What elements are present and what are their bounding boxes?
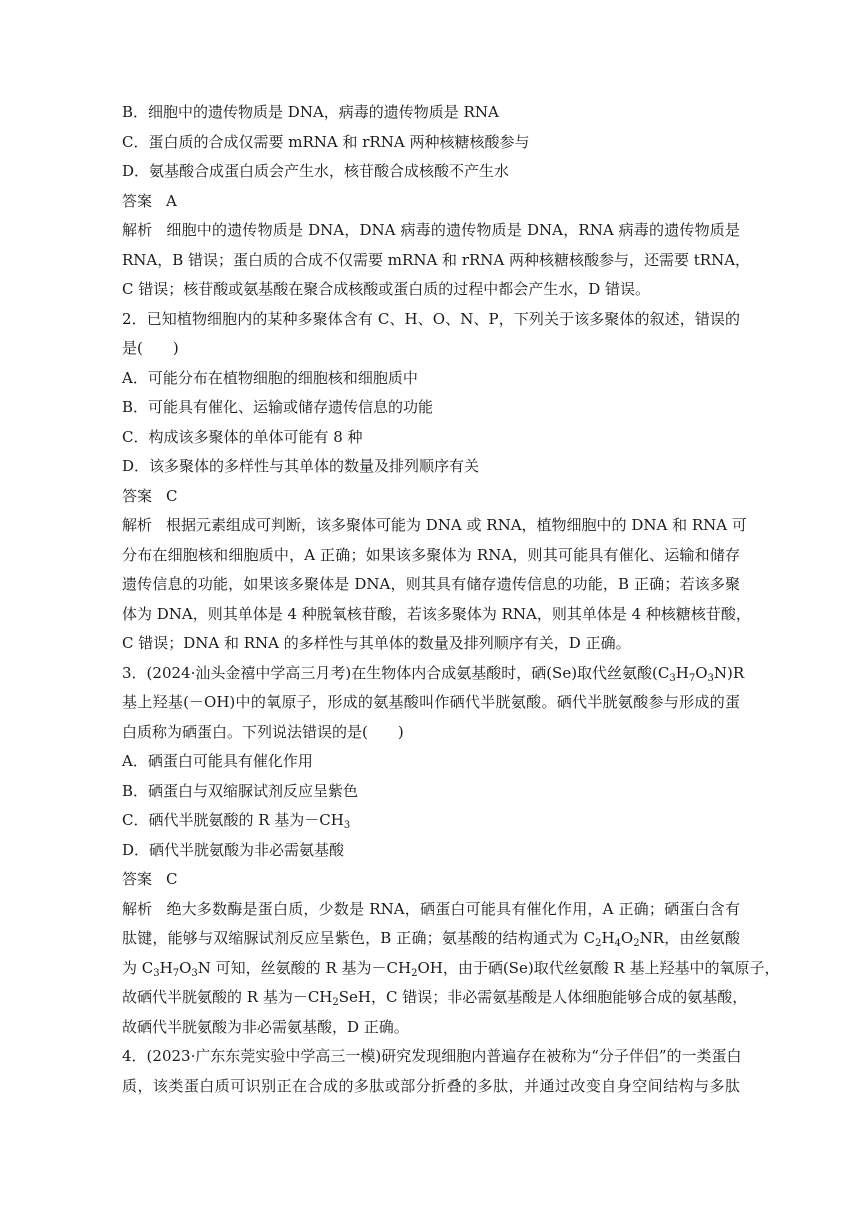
q2-stem: 2．已知植物细胞内的某种多聚体含有 C、H、O、N、P，下列关于该多聚体的叙述，错误的 bbox=[122, 309, 740, 328]
q2-option-a: A．可能分布在植物细胞的细胞核和细胞质中 bbox=[122, 368, 418, 387]
q3-analysis-line: 为 $C_3H_7O_3N$ 可知，丝氨酸的 R 基为$-CH_2OH$，由于硒(Se)取代丝氨酸 R 基上羟基中的氧原子， bbox=[122, 958, 780, 979]
q3-stem: 白质称为硒蛋白。下列说法错误的是( ) bbox=[122, 722, 404, 741]
answer-label: 答案 bbox=[122, 191, 153, 210]
q3-analysis-line: 故硒代半胱氨酸的 R 基为$-CH_2SeH$，C 错误；非必需氨基酸是人体细胞能够合成的氨基酸， bbox=[122, 988, 748, 1008]
q4-stem: 4．(2023·广东东莞实验中学高三一模)研究发现细胞内普遍存在被称为“分子伴侣”的一类蛋白 bbox=[122, 1047, 742, 1065]
document-body bbox=[122, 98, 780, 1101]
analysis-label: 解析 bbox=[122, 221, 153, 239]
answer-value: A bbox=[166, 191, 177, 210]
q3-option-c: C．硒代半胱氨酸的 R 基为$-CH_3$ bbox=[122, 811, 351, 831]
answer-label: 答案 bbox=[122, 870, 153, 888]
q3-option-d: D．硒代半胱氨酸为非必需氨基酸 bbox=[122, 840, 345, 859]
answer-label: 答案 bbox=[122, 486, 153, 505]
q2-option-c: C．构成该多聚体的单体可能有 8 种 bbox=[122, 427, 363, 446]
q3-option-a: A．硒蛋白可能具有催化作用 bbox=[122, 752, 313, 770]
q3-analysis-line: 解析 绝大多数酶是蛋白质，少数是 RNA，硒蛋白可能具有催化作用，A 正确；硒蛋白含有 bbox=[122, 899, 740, 918]
q3-analysis-line: 肽键，能够与双缩脲试剂反应呈紫色，B 正确；氨基酸的结构通式为 $C_2H_4O_2NR$，由丝氨酸 bbox=[122, 929, 741, 949]
q1-analysis-line: RNA，B 错误；蛋白质的合成不仅需要 mRNA 和 rRNA 两种核糖核酸参与，还需要 tRNA， bbox=[122, 250, 751, 269]
q2-analysis-line: 分布在细胞核和细胞质中，A 正确；如果该多聚体为 RNA，则其可能具有催化、运输和储存 bbox=[122, 545, 740, 564]
q2-option-b: B．可能具有催化、运输或储存遗传信息的功能 bbox=[122, 398, 434, 416]
q1-analysis-line: C 错误；核苷酸或氨基酸在聚合成核酸或蛋白质的过程中都会产生水，D 错误。 bbox=[122, 280, 651, 298]
answer-value: C bbox=[166, 870, 178, 888]
q1-option-b: B．细胞中的遗传物质是 DNA，病毒的遗传物质是 RNA bbox=[122, 103, 499, 121]
q1-analysis-line: 解析 细胞中的遗传物质是 DNA，DNA 病毒的遗传物质是 DNA，RNA 病毒的遗传物质是 bbox=[122, 221, 740, 239]
q2-analysis-line: 解析 根据元素组成可判断，该多聚体可能为 DNA 或 RNA，植物细胞中的 DNA 和 RNA 可 bbox=[122, 516, 747, 534]
q3-analysis-line: 故硒代半胱氨酸为非必需氨基酸，D 正确。 bbox=[122, 1017, 409, 1036]
q2-analysis-line: 遗传信息的功能，如果该多聚体是 DNA，则其具有储存遗传信息的功能，B 正确；若该多聚 bbox=[122, 575, 740, 593]
q2-stem: 是( ) bbox=[122, 339, 179, 357]
q1-answer bbox=[122, 187, 740, 217]
answer-value: C bbox=[166, 486, 178, 505]
q2-answer bbox=[122, 482, 740, 512]
analysis-label: 解析 bbox=[122, 516, 153, 534]
q3-stem: 3．(2024·汕头金禧中学高三月考)在生物体内合成氨基酸时，硒(Se)取代丝氨酸$(C_3H_7O_3N)R$ bbox=[122, 663, 745, 684]
q1-option-c: C．蛋白质的合成仅需要 mRNA 和 rRNA 两种核糖核酸参与 bbox=[122, 132, 530, 151]
q3-option-b: B．硒蛋白与双缩脲试剂反应呈紫色 bbox=[122, 781, 359, 800]
q2-option-d: D．该多聚体的多样性与其单体的数量及排列顺序有关 bbox=[122, 457, 480, 475]
analysis-label: 解析 bbox=[122, 899, 153, 918]
q3-stem: 基上羟基(－OH)中的氧原子，形成的氨基酸叫作硒代半胱氨酸。硒代半胱氨酸参与形成的蛋 bbox=[122, 693, 740, 711]
q4-stem: 质，该类蛋白质可识别正在合成的多肽或部分折叠的多肽，并通过改变自身空间结构与多肽 bbox=[122, 1076, 740, 1095]
q1-option-d: D．氨基酸合成蛋白质会产生水，核苷酸合成核酸不产生水 bbox=[122, 162, 510, 180]
q2-analysis-line: C 错误；DNA 和 RNA 的多样性与其单体的数量及排列顺序有关，D 正确。 bbox=[122, 634, 631, 652]
q3-answer bbox=[122, 865, 740, 895]
q2-analysis-line: 体为 DNA，则其单体是 4 种脱氧核苷酸，若该多聚体为 RNA，则其单体是 4 种核糖核苷酸， bbox=[122, 604, 751, 623]
